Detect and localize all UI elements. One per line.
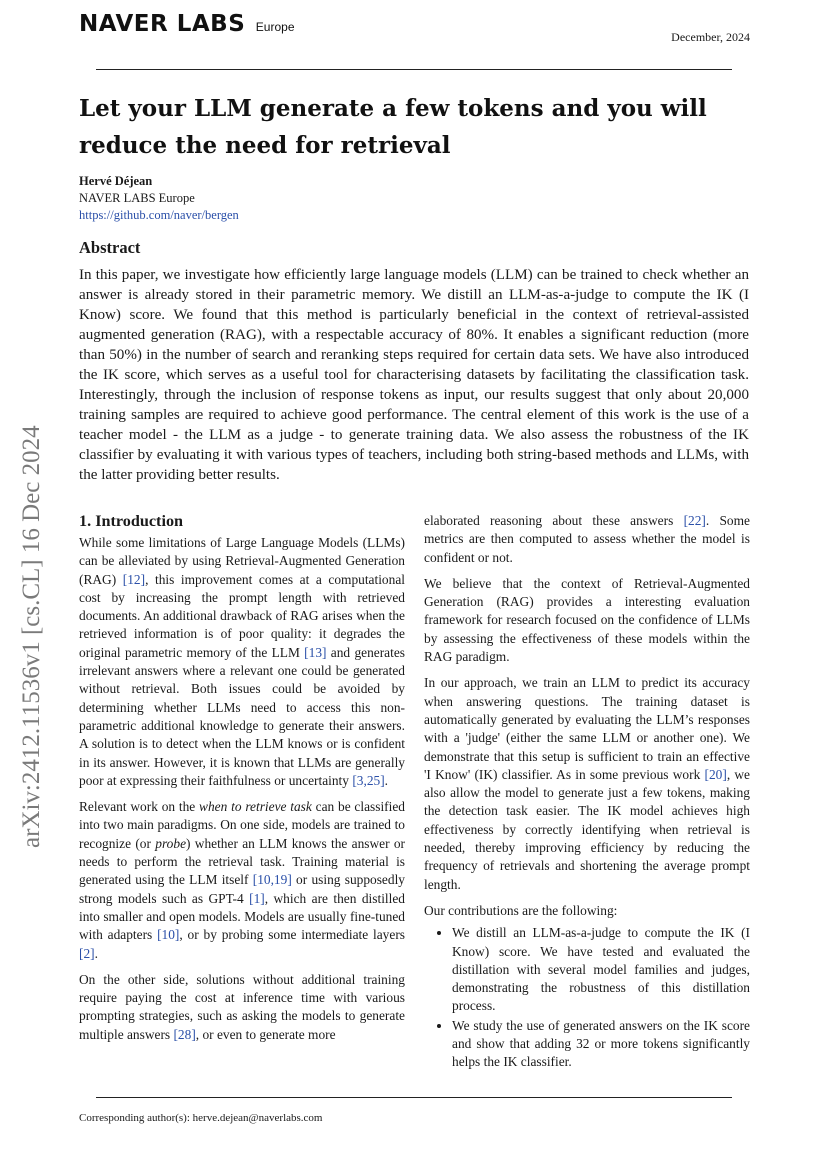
logo-text: NAVER LABS <box>79 11 246 37</box>
contributions-intro: Our contributions are the following: <box>424 902 618 918</box>
text-span: can be classified into two main paradigms. On one side, models are trained to recognize (or <box>79 799 405 851</box>
text-span: ) whether an LLM knows the answer or needs to perform the retrieval task. Training material is generated using the LLM itself <box>79 835 406 888</box>
citation-link[interactable]: [12] <box>122 571 146 587</box>
naver-labs-logo <box>79 11 295 37</box>
text-span: , this improvement comes at a computational cost by increasing the prompt length with retrieved documents. An additional drawback of RAG arises when the retrieved information is of poor quality: it degrades the original parametric memory of the LLM <box>79 571 405 660</box>
publication-date: December, 2024 <box>671 30 750 44</box>
text-span: In our approach, we train an LLM to predict its accuracy when answering questions. The training dataset is automatically generated by evaluating the LLM’s responses with a 'judge' (either the same LLM or another one). We demonstrate that this setup is sufficient to train an effective 'I Know' (IK) classifier. As in some previous work <box>424 675 750 782</box>
intro-paragraph-3a <box>79 971 405 1044</box>
citation-link[interactable]: [10,19] <box>252 872 292 888</box>
citation-link[interactable]: [1] <box>249 890 265 906</box>
paper-title: Let your LLM generate a few tokens and you will reduce the need for retrieval <box>79 95 707 159</box>
arxiv-stamp: arXiv:2412.11536v1 [cs.CL] 16 Dec 2024 <box>18 425 45 848</box>
citation-link[interactable]: [10] <box>157 927 180 943</box>
intro-paragraph-5 <box>424 674 750 894</box>
logo-subtext: Europe <box>255 20 295 34</box>
author-block <box>79 173 239 224</box>
emphasis-text: when to retrieve task <box>199 799 312 815</box>
contributions-list <box>424 924 750 1071</box>
emphasis-text: probe <box>155 835 187 851</box>
text-span: On the other side, solutions without additional training require paying the cost at inference time with various prompting strategies, such as asking the models to generate multiple answers <box>79 971 405 1042</box>
author-affiliation: NAVER LABS Europe <box>79 191 195 205</box>
text-span: , or by probing some intermediate layers <box>179 927 405 943</box>
list-item: • We study the use of generated answers on the IK score and show that adding 32 or more tokens significantly helps the IK classifier. <box>452 1017 750 1072</box>
citation-link[interactable]: [2] <box>79 945 95 961</box>
intro-paragraph-1 <box>79 534 405 790</box>
intro-paragraph-3b <box>424 512 750 567</box>
footer-divider <box>96 1097 732 1098</box>
text-span: or using supposedly strong models such as GPT-4 <box>79 872 405 906</box>
intro-paragraph-2 <box>79 798 405 963</box>
repo-link[interactable]: https://github.com/naver/bergen <box>79 208 239 222</box>
text-span: , which are then distilled into smaller and open models. Models are usually fine-tuned with adapters <box>79 890 405 943</box>
right-column <box>424 512 750 1073</box>
list-item: • We distill an LLM-as-a-judge to compute the IK (I Know) score. We have tested and evaluated the distillation with several model families and judges, demonstrating the robustness of this distillation process. <box>452 924 750 1015</box>
corresponding-author: Corresponding author(s): herve.dejean@naverlabs.com <box>79 1112 323 1124</box>
text-span: Relevant work on the <box>79 799 200 815</box>
citation-link[interactable]: [22] <box>683 513 706 528</box>
abstract-text: In this paper, we investigate how efficiently large language models (LLM) can be trained to check whether an answer is already stored in their parametric memory. We distill an LLM-as-a-judge to compute the IK (I Know) score. We found that this method is particularly beneficial in the context of retrieval-assisted augmented generation (RAG), with a respectable accuracy of 80%. It enables a significant reduction (more than 50%) in the number of search and reranking steps required for certain data sets. We have also introduced the IK score, which serves as a useful tool for characterising datasets by facilitating the classification task. Interestingly, through the inclusion of response tokens as input, our results suggest that only about 20,000 training samples are required to achieve good performance. The central element of this work is the use of a teacher model - the LLM as a judge - to generate training data. We also assess the robustness of the IK classifier by evaluating it with various types of teachers, including both string-based methods and LLMs, with the latter providing better results. <box>79 267 749 483</box>
text-span: While some limitations of Large Language Models (LLMs) can be alleviated by using Retrieval-Augmented Generation (RAG) <box>79 535 405 587</box>
intro-paragraph-4: We believe that the context of Retrieval-Augmented Generation (RAG) provides a interesting evaluation framework for research focused on the confidence of LLMs by assessing the effectiveness of these models within the RAG paradigm. <box>424 575 750 665</box>
author-name: Hervé Déjean <box>79 174 153 188</box>
text-span: , we also allow the model to generate just a few tokens, making the detection task easier. The IK model achieves high effectiveness by correctly identifying when retrieval is needed, thereby improving efficiency by reducing the frequency of retrievals and shortening the average prompt length. <box>424 766 750 892</box>
abstract-heading: Abstract <box>79 238 141 257</box>
text-span: . <box>94 945 98 961</box>
top-divider <box>96 69 732 70</box>
text-span: . <box>384 772 389 788</box>
text-span: and generates irrelevant answers where a relevant one could be generated without retrieval. Both issues could be avoided by determining whether LLMs need to access this non-parametric additional knowledge to generate their answers. A solution is to detect when the LLM knows or is confident in its answer. However, it is known that LLMs are generally poor at expressing their faithfulness or uncertainty <box>79 644 405 788</box>
citation-link[interactable]: [20] <box>704 766 727 782</box>
text-span: . Some metrics are then computed to assess whether the model is confident or not. <box>424 513 750 565</box>
left-column <box>79 511 405 1052</box>
text-span: elaborated reasoning about these answers <box>424 513 684 528</box>
text-span: , or even to generate more <box>195 1026 336 1042</box>
section-heading: 1. Introduction <box>79 512 184 530</box>
citation-link[interactable]: [3,25] <box>352 772 385 788</box>
citation-link[interactable]: [13] <box>304 644 327 660</box>
citation-link[interactable]: [28] <box>173 1026 196 1042</box>
